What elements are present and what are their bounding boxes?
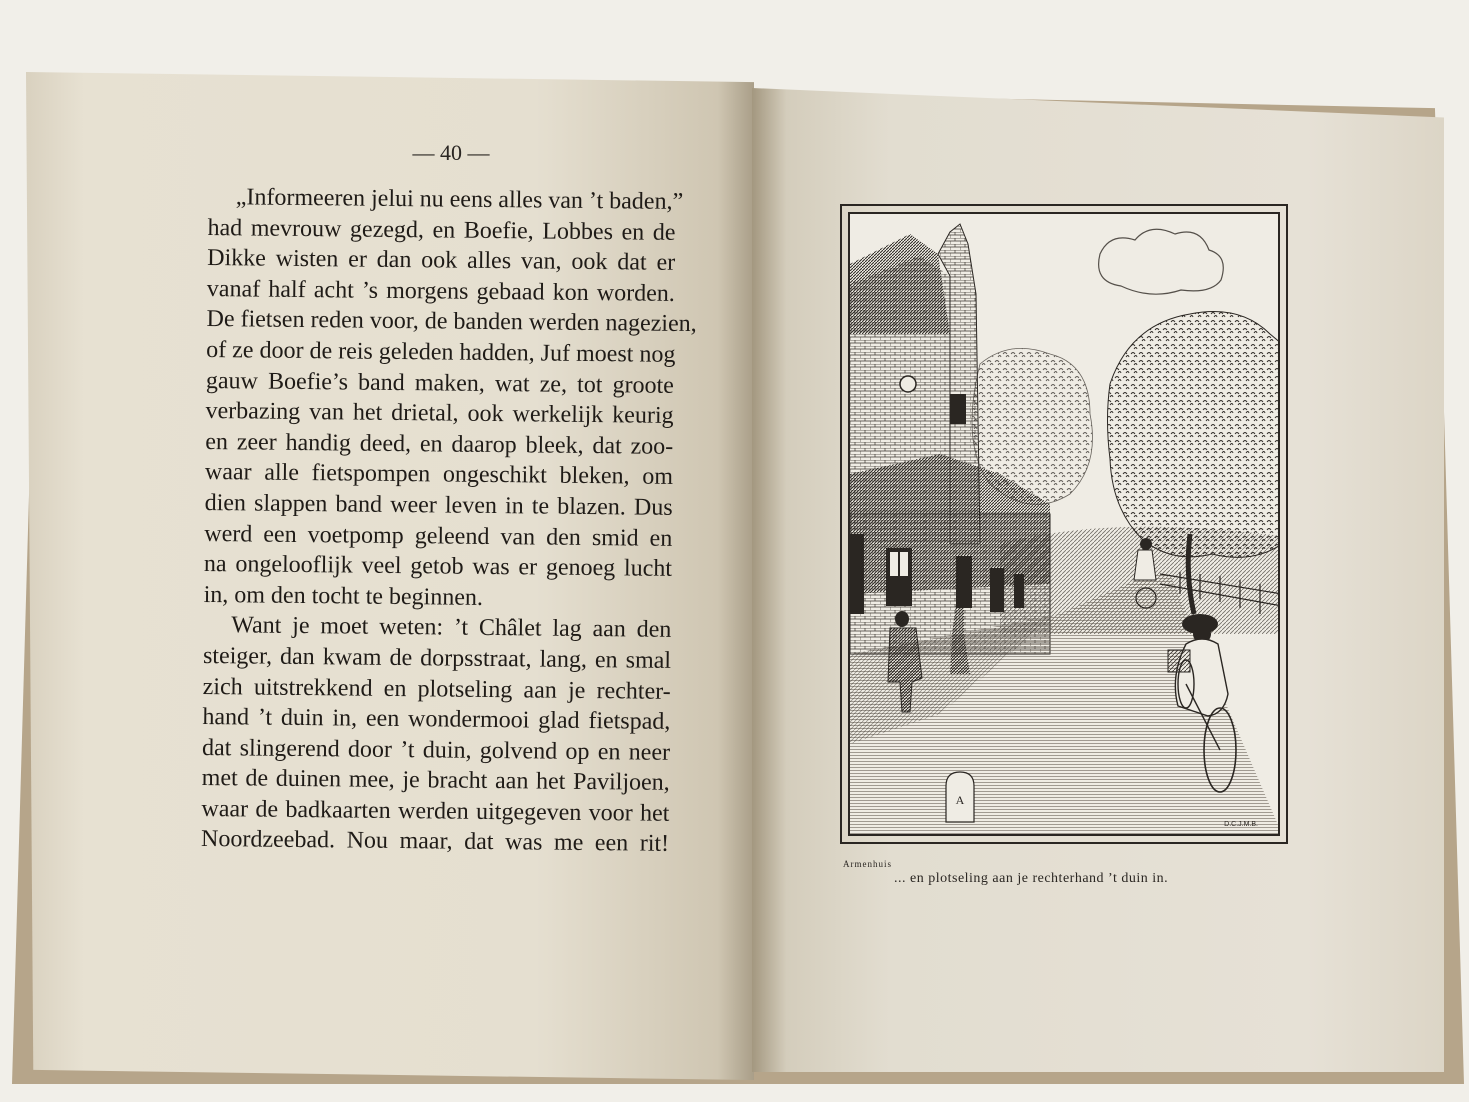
text-line: hand ’t duin in, een wondermooi glad fietspad, [202,704,671,735]
text-line: dien slappen band weer leven in te blazen. Dus [204,489,673,521]
illustration-caption: ... en plotseling aan je rechterhand ’t duin in. [894,871,1169,886]
text-line: gauw Boefie’s band maken, wat ze, tot groote [205,367,675,399]
text-line: waar alle fietspompen ongeschikt bleken, om [204,459,674,491]
text-line: met de duinen mee, je bracht aan het Paviljoen, [201,765,670,797]
text-line: in, om den tocht te beginnen. [203,581,484,611]
text-line: Want je moet weten: ’t Châlet lag aan den [231,612,672,644]
text-line: vanaf half acht ’s morgens gebaad kon worden. [206,275,675,307]
text-line: na ongelooflijk veel getob was er genoeg lucht [203,551,673,583]
text-line: en zeer handig deed, en daarop bleek, dat zoo- [205,428,674,460]
illustrator-signature: D.C.J.M.B. [1224,821,1258,828]
body-text [200,182,697,860]
illustration [848,212,1280,836]
text-line: dat slingerend door ’t duin, golvend op en neer [201,734,671,766]
text-line: werd een voetpomp geleend van den smid en [204,520,673,552]
text-line: „Informeeren jelui nu eens alles van ’t baden,” [235,184,684,215]
illustration-location-label: Armenhuis [843,859,892,869]
illustration-frame [840,204,1288,844]
text-line: Dikke wisten er dan ook alles van, ook dat er [207,245,676,277]
text-line: zich uitstrekkend en plotseling aan je rechter- [202,673,671,705]
text-line: steiger, dan kwam de dorpsstraat, lang, en smal [202,642,672,674]
text-line: Noordzeebad. Nou maar, dat was me een rit! [200,826,670,858]
text-line: waar de badkaarten werden uitgegeven voor het [201,795,670,827]
text-line: De fietsen reden voor, de banden werden nagezien, [206,306,697,338]
text-line: of ze door de reis geleden hadden, Juf moest nog [206,336,676,368]
text-line: had mevrouw gezegd, en Boefie, Lobbes en de [207,214,676,246]
svg-text:A: A [955,793,965,807]
page-number: — 40 — [412,140,490,165]
village-street-illustration [850,214,1280,836]
text-line: verbazing van het drietal, ook werkelijk keurig [205,398,674,430]
